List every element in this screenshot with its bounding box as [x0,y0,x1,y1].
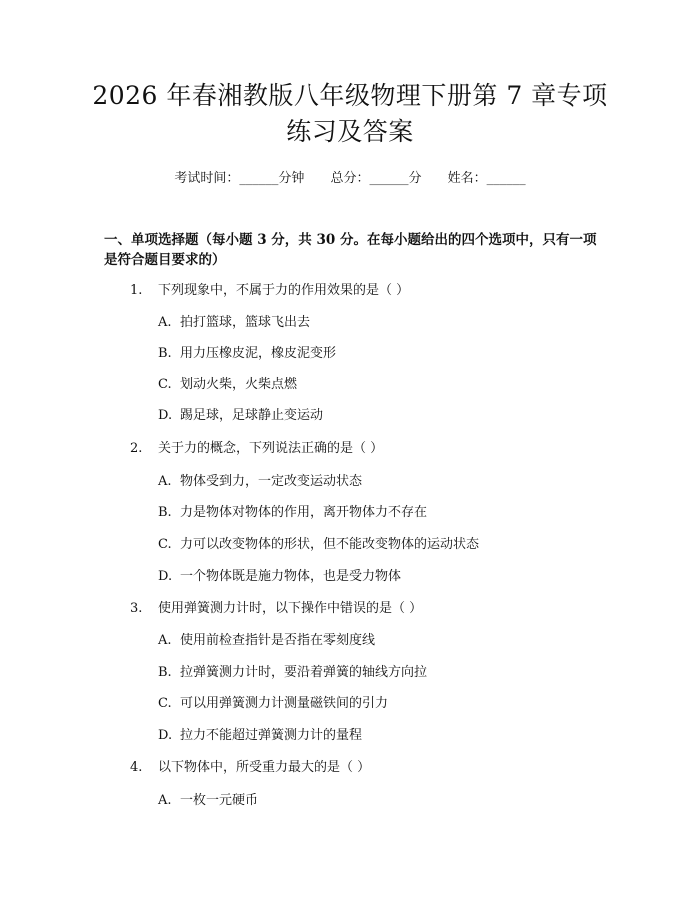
option-text: 一枚一元硬币 [180,793,259,808]
option-letter: A. [158,793,172,808]
option-text: 踢足球，足球静止变运动 [180,408,324,423]
option-2b [158,504,427,522]
question-text: 下列现象中，不属于力的作用效果的是（ ） [158,283,410,298]
option-3a [158,632,375,650]
option-text: 拉弹簧测力计时，要沿着弹簧的轴线方向拉 [180,665,428,680]
section-heading-line-2: 是符合题目要求的） [104,252,226,268]
question-text: 关于力的概念，下列说法正确的是（ ） [158,441,384,456]
question-text: 使用弹簧测力计时，以下操作中错误的是（ ） [158,601,423,616]
option-3c [158,695,388,713]
question-number: 4. [130,760,143,775]
option-letter: D. [158,569,173,584]
option-letter: D. [158,728,173,743]
question-number: 2. [130,441,143,456]
exam-meta [0,170,700,188]
option-text: 使用前检查指针是否指在零刻度线 [180,633,376,648]
option-4a [158,792,258,810]
option-1c [158,376,297,394]
option-text: 拉力不能超过弹簧测力计的量程 [180,728,363,743]
option-1d [158,407,323,425]
title-line-2: 练习及答案 [286,117,414,146]
option-letter: B. [158,346,172,361]
option-letter: B. [158,665,172,680]
option-text: 拍打篮球，篮球飞出去 [180,315,311,330]
question-4 [130,759,370,777]
option-letter: A. [158,315,172,330]
option-letter: D. [158,408,173,423]
section-heading [104,230,604,270]
option-letter: A. [158,474,172,489]
total-score: 总分：______分 [330,171,422,186]
option-letter: A. [158,633,172,648]
option-text: 一个物体既是施力物体，也是受力物体 [180,569,402,584]
option-letter: C. [158,696,172,711]
section-heading-line-1: 一、单项选择题（每小题 3 分，共 30 分。在每小题给出的四个选项中，只有一项 [104,232,597,248]
option-2c [158,536,479,554]
question-3 [130,600,422,618]
option-text: 划动火柴，火柴点燃 [180,377,298,392]
title-line-1: 2026 年春湘教版八年级物理下册第 7 章专项 [92,81,608,110]
option-text: 用力压橡皮泥，橡皮泥变形 [180,346,337,361]
question-number: 3. [130,601,143,616]
option-letter: C. [158,537,172,552]
option-2a [158,473,362,491]
option-2d [158,568,401,586]
question-text: 以下物体中，所受重力最大的是（ ） [158,760,371,775]
option-1a [158,314,310,332]
option-3d [158,727,362,745]
option-letter: B. [158,505,172,520]
option-3b [158,664,427,682]
option-text: 力可以改变物体的形状，但不能改变物体的运动状态 [180,537,480,552]
student-name: 姓名：______ [447,171,526,186]
exam-time: 考试时间：______分钟 [174,171,305,186]
option-1b [158,345,336,363]
option-text: 物体受到力，一定改变运动状态 [180,474,363,489]
option-text: 力是物体对物体的作用，离开物体力不存在 [180,505,428,520]
option-text: 可以用弹簧测力计测量磁铁间的引力 [180,696,389,711]
question-number: 1. [130,283,143,298]
question-1 [130,282,409,300]
option-letter: C. [158,377,172,392]
question-2 [130,440,383,458]
document-title [60,78,640,150]
